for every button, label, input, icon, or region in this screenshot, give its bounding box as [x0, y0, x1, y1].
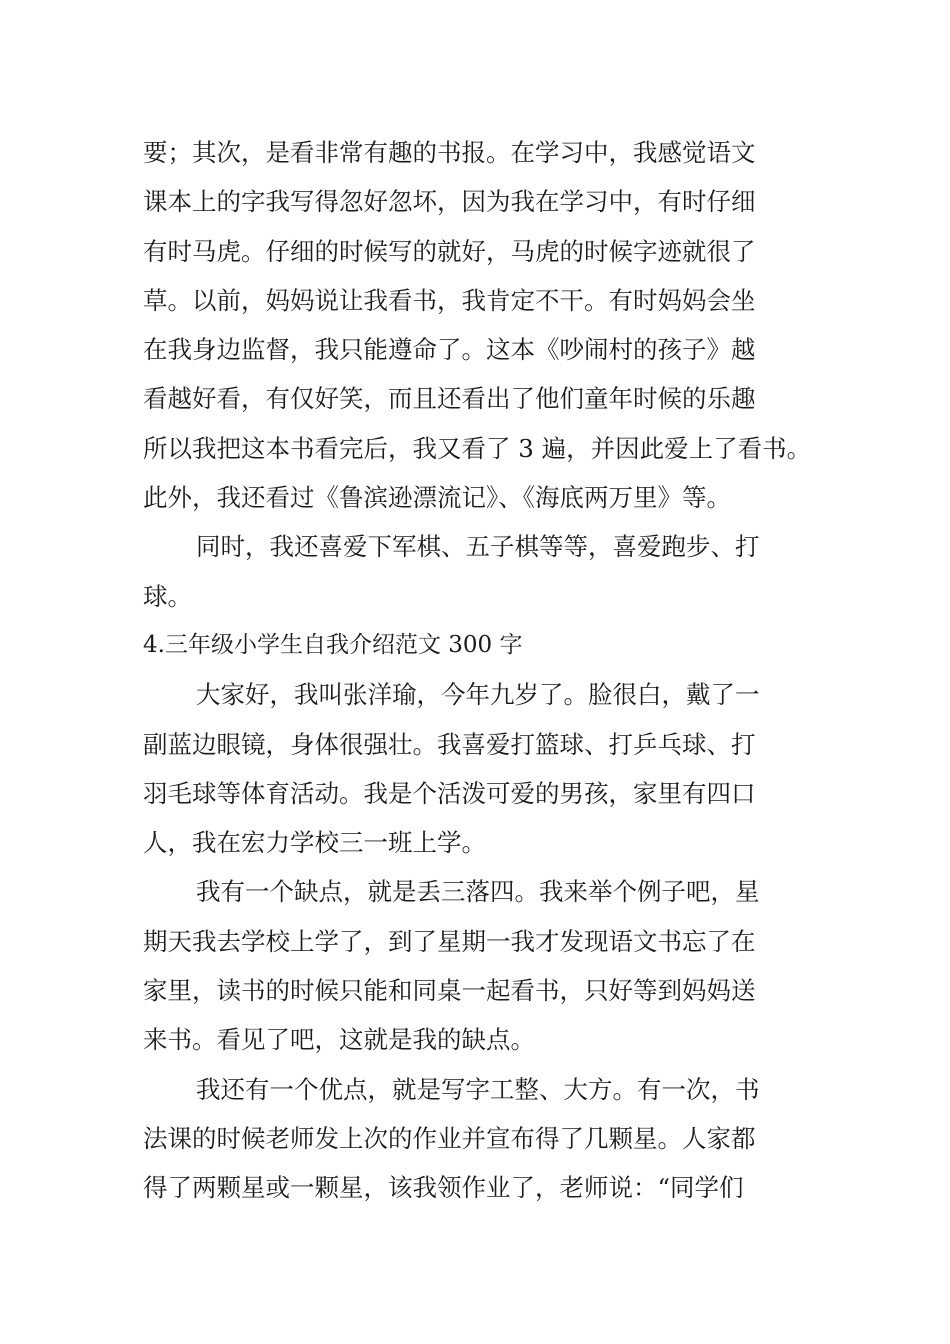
text-line: 在我身边监督，我只能遵命了。这本《吵闹村的孩子》越 — [143, 335, 756, 365]
paragraph-first-line: 大家好，我叫张洋瑜，今年九岁了。脸很白，戴了一 — [196, 680, 760, 710]
text-line: 草。以前，妈妈说让我看书，我肯定不干。有时妈妈会坐 — [143, 285, 756, 315]
section-heading: 4.三年级小学生自我介绍范文 300 字 — [143, 631, 523, 658]
text-line: 此外，我还看过《鲁滨逊漂流记》、《海底两万里》等。 — [143, 483, 731, 513]
text-line: 得了两颗星或一颗星，该我领作业了，老师说：“同学们 — [143, 1173, 744, 1203]
text-line: 要；其次，是看非常有趣的书报。在学习中，我感觉语文 — [143, 138, 756, 167]
paragraph-first-line: 我还有一个优点，就是写字工整、大方。有一次，书 — [196, 1074, 760, 1104]
text-line: 课本上的字我写得忽好忽坏，因为我在学习中，有时仔细 — [143, 187, 756, 217]
text-line: 家里，读书的时候只能和同桌一起看书，只好等到妈妈送 — [143, 976, 756, 1006]
text-line: 来书。看见了吧，这就是我的缺点。 — [143, 1025, 535, 1055]
text-line: 球。 — [143, 581, 192, 611]
text-line: 看越好看，有仅好笑，而且还看出了他们童年时候的乐趣 — [143, 384, 756, 414]
paragraph-first-line: 我有一个缺点，就是丢三落四。我来举个例子吧，星 — [196, 877, 760, 907]
document-body — [143, 128, 833, 1213]
text-line: 有时马虎。仔细的时候写的就好，马虎的时候字迹就很了 — [143, 236, 756, 266]
text-line: 法课的时候老师发上次的作业并宣布得了几颗星。人家都 — [143, 1123, 756, 1153]
text-line: 期天我去学校上学了，到了星期一我才发现语文书忘了在 — [143, 926, 756, 956]
text-line: 所以我把这本书看完后，我又看了 3 遍，并因此爱上了看书。 — [143, 433, 812, 463]
text-line: 副蓝边眼镜，身体很强壮。我喜爱打篮球、打乒乓球、打 — [143, 729, 756, 759]
paragraph-first-line: 同时，我还喜爱下军棋、五子棋等等，喜爱跑步、打 — [196, 532, 760, 562]
text-line: 羽毛球等体育活动。我是个活泼可爱的男孩，家里有四口 — [143, 778, 756, 808]
text-line: 人，我在宏力学校三一班上学。 — [143, 828, 486, 858]
